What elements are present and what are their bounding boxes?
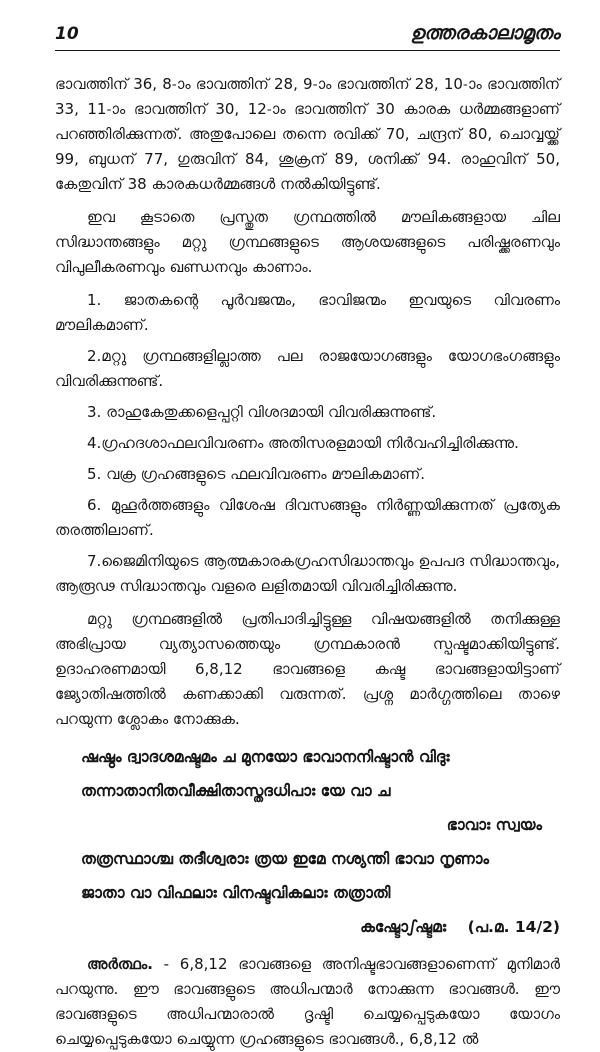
list-item: 4.ഗ്രഹദശാഫലവിവരണം അതിസരളമായി നിർവഹിച്ചിരിക്കുന്നു. [87,434,519,452]
meaning-lead: അർത്ഥം. [87,955,153,973]
page-number: 10 [55,24,79,44]
verse-line: തന്നാതാനിതവീക്ഷിതാസ്തദധിപാഃ യേ വാ ച [81,782,391,800]
verse-line: ജാതാ വാ വിഫലാഃ വിനഷ്ടവികലാഃ തത്രാതി [81,884,391,902]
verse-line: കഷ്ടോഽഷ്ടമഃ [360,918,447,936]
verse-citation: (പ.മ. 14/2) [467,918,560,936]
list-item: 7.ജൈമിനിയുടെ ആത്മകാരകഗ്രഹസിദ്ധാന്തവും ഉപപദ സിദ്ധാന്തവും, ആരൂഢ സിദ്ധാന്തവും വളരെ ലളിതമായി വിവരിച്ചിരിക്കുന്നു. [55,552,560,595]
verse-line: തത്രസ്ഥാശ്ച തദീശ്വരാഃ ത്രയ ഇമേ നശ്യന്തി ഭാവാ നൃണാം [81,850,490,868]
paragraph: മറ്റു ഗ്രന്ഥങ്ങളിൽ പ്രതിപാദിച്ചിട്ടുള്ള വിഷയങ്ങളിൽ തനിക്കുള്ള അഭിപ്രായ വ്യത്യാസത്തെയും ഗ്രന്ഥകാരൻ സ്പഷ്ടമാക്കിയിട്ടുണ്ട്. ഉദാഹരണമായി 6,8,12 ഭാവങ്ങളെ കഷ്ട ഭാവങ്ങളായിട്ടാണ് ജ്യോതിഷത്തിൽ കണക്കാക്കി വരുന്നത്. പ്രശ്ന മാർഗ്ഗത്തിലെ താഴെ പറയുന്ന ശ്ലോകം നോക്കുക. [55,610,560,728]
list-item: 5. വക്ര ഗ്രഹങ്ങളുടെ ഫലവിവരണം മൗലികമാണ്. [87,465,426,483]
body-text [55,72,560,1052]
verse-line: ഷഷ്ഠം ദ്വാദശമഷ്ടമം ച മുനയോ ഭാവാനനിഷ്ടാൻ വിദുഃ [81,748,450,766]
verse-line: ഭാവാഃ സ്വയം [446,816,542,834]
verse-line-end [55,910,560,944]
sloka-verse [55,740,560,944]
header-rule [55,50,560,51]
paragraph: ഇവ കൂടാതെ പ്രസ്തുത ഗ്രന്ഥത്തിൽ മൗലികങ്ങളായ ചില സിദ്ധാന്തങ്ങളും മറ്റു ഗ്രന്ഥങ്ങളുടെ ആശയങ്ങളുടെ പരിഷ്ക്കരണവും വിപുലീകരണവും ഖണ്ഡനവും കാണാം. [55,208,560,276]
list-item: 2.മറ്റു ഗ്രന്ഥങ്ങളില്ലാത്ത പല രാജയോഗങ്ങളും യോഗഭംഗങ്ങളും വിവരിക്കുന്നുണ്ട്. [55,347,560,390]
list-item: 1. ജാതകന്റെ പൂർവജന്മം, ഭാവിജന്മം ഇവയുടെ വിവരണം മൗലികമാണ്. [55,291,560,334]
list-item: 6. മുഹൂർത്തങ്ങളും വിശേഷ ദിവസങ്ങളും നിർണ്ണയിക്കുന്നത് പ്രത്യേക തരത്തിലാണ്. [55,496,560,539]
running-title: ഉത്തരകാലാമൃതം [410,22,560,44]
meaning-paragraph [55,952,560,1052]
meaning-text: - 6,8,12 ഭാവങ്ങളെ അനിഷ്ടഭാവങ്ങളാണെന്ന് മുനിമാർ പറയുന്നു. ഈ ഭാവങ്ങളുടെ അധിപന്മാർ നോക്കുന്ന ഭാവങ്ങൾ. ഈ ഭാവങ്ങളുടെ അധിപന്മാരാൽ ദൃഷ്ടി ചെയ്യപ്പെടുകയോ യോഗം ചെയ്യപ്പെടുകയോ ചെയ്യുന്ന ഗ്രഹങ്ങളുടെ ഭാവങ്ങൾ., 6,8,12 ൽ [55,955,560,1048]
paragraph: ഭാവത്തിന് 36, 8-ാം ഭാവത്തിന് 28, 9-ാം ഭാവത്തിന് 28, 10-ാം ഭാവത്തിന് 33, 11-ാം ഭാവത്തിന് 30, 12-ാം ഭാവത്തിന് 30 കാരക ധർമ്മങ്ങളാണ് പറഞ്ഞിരിക്കുന്നത്. അതുപോലെ തന്നെ രവിക്ക് 70, ചന്ദ്രന് 80, ചൊവ്വയ്ക്ക് 99, ബുധന് 77, ഗുരുവിന് 84, ശുക്രന് 89, ശനിക്ക് 94. രാഹുവിന് 50, കേതുവിന് 38 കാരകധർമ്മങ്ങൾ നൽകിയിട്ടുണ്ട്. [55,75,560,193]
list-item: 3. രാഹുകേതുക്കളെപ്പറ്റി വിശദമായി വിവരിക്കുന്നുണ്ട്. [87,403,437,421]
page-header [55,0,560,48]
